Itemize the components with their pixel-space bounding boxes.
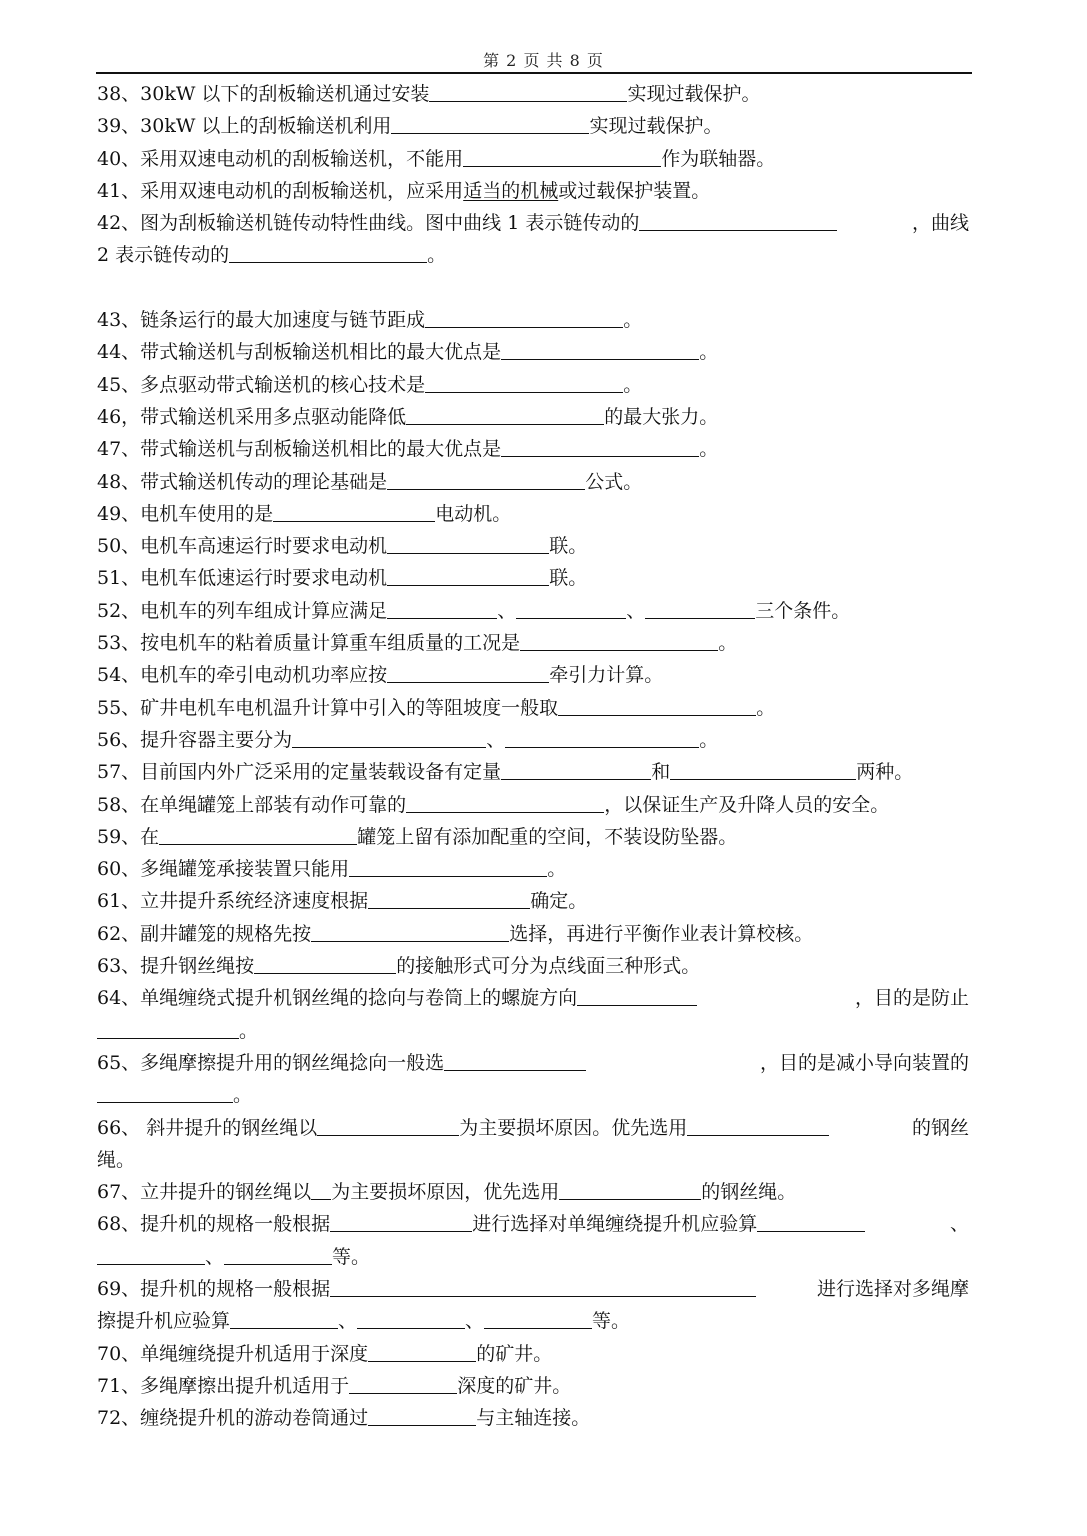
answer-blank[interactable] bbox=[349, 1373, 457, 1394]
answer-blank[interactable] bbox=[330, 1211, 472, 1232]
question-68-cont: 、 等。 bbox=[97, 1241, 969, 1273]
question-65: 65、多绳摩擦提升用的钢丝绳捻向一般选 ，目的是减小导向装置的 bbox=[97, 1051, 969, 1074]
answer-blank[interactable] bbox=[97, 1244, 205, 1265]
question-67: 67、立井提升的钢丝绳以 为主要损坏原因，优先选用 的钢丝绳。 bbox=[97, 1181, 797, 1204]
question-71: 71、多绳摩擦出提升机适用于 深度的矿井。 bbox=[97, 1374, 572, 1397]
question-72: 72、缠绕提升机的游动卷筒通过 与主轴连接。 bbox=[97, 1407, 591, 1430]
answer-blank[interactable] bbox=[97, 1082, 233, 1103]
question-47: 47、带式输送机与刮板输送机相比的最大优点是 。 bbox=[97, 438, 719, 461]
question-44: 44、带式输送机与刮板输送机相比的最大优点是 。 bbox=[97, 341, 719, 364]
question-51: 51、电机车低速运行时要求电动机 联。 bbox=[97, 567, 588, 590]
answer-blank[interactable] bbox=[349, 856, 547, 877]
question-52: 52、电机车的列车组成计算应满足 、 、 三个条件。 bbox=[97, 599, 851, 622]
question-42: 42、图为刮板输送机链传动特性曲线。图中曲线 1 表示链传动的 ，曲线 bbox=[97, 212, 969, 235]
question-65-cont: 。 bbox=[97, 1079, 969, 1111]
answer-blank[interactable] bbox=[425, 372, 623, 393]
answer-blank[interactable] bbox=[757, 1211, 865, 1232]
question-63: 63、提升钢丝绳按 的接触形式可分为点线面三种形式。 bbox=[97, 955, 701, 978]
question-41: 41、采用双速电动机的刮板输送机，应采用适当的机械或过载保护装置。 bbox=[97, 179, 711, 202]
answer-blank[interactable] bbox=[444, 1050, 586, 1071]
answer-blank[interactable] bbox=[387, 469, 585, 490]
answer-blank[interactable] bbox=[159, 824, 357, 845]
question-53: 53、按电机车的粘着质量计算重车组质量的工况是 。 bbox=[97, 632, 738, 655]
question-46: 46，带式输送机采用多点驱动能降低 的最大张力。 bbox=[97, 405, 719, 428]
question-60: 60、多绳罐笼承接装置只能用 。 bbox=[97, 858, 567, 881]
question-69: 69、提升机的规格一般根据 进行选择对多绳摩 bbox=[97, 1277, 969, 1300]
question-42-cont: 2 表示链传动的 。 bbox=[97, 244, 447, 267]
answer-blank[interactable] bbox=[387, 565, 549, 586]
answer-blank[interactable] bbox=[577, 985, 697, 1006]
answer-blank[interactable] bbox=[311, 1179, 331, 1200]
question-list bbox=[97, 78, 969, 1434]
question-58: 58、在单绳罐笼上部装有动作可靠的 ，以保证生产及升降人员的安全。 bbox=[97, 793, 890, 816]
answer-blank[interactable] bbox=[229, 242, 427, 263]
answer-blank[interactable] bbox=[501, 436, 699, 457]
question-56: 56、提升容器主要分为 、 。 bbox=[97, 728, 719, 751]
answer-blank[interactable] bbox=[273, 501, 435, 522]
answer-blank[interactable] bbox=[357, 1308, 465, 1329]
answer-blank[interactable] bbox=[330, 1276, 756, 1297]
question-59: 59、在 罐笼上留有添加配重的空间，不装设防坠器。 bbox=[97, 825, 738, 848]
answer-blank[interactable] bbox=[292, 727, 486, 748]
question-49: 49、电机车使用的是 电动机。 bbox=[97, 502, 512, 525]
question-54: 54、电机车的牵引电动机功率应按 牵引力计算。 bbox=[97, 664, 664, 687]
question-69-cont: 擦提升机应验算 、 、 等。 bbox=[97, 1310, 631, 1333]
answer-blank[interactable] bbox=[406, 792, 604, 813]
answer-blank[interactable] bbox=[97, 1018, 239, 1039]
page-header: 第 2 页 共 8 页 bbox=[483, 51, 604, 70]
answer-blank[interactable] bbox=[639, 210, 837, 231]
question-68: 68、提升机的规格一般根据 进行选择对单绳缠绕提升机应验算 、 bbox=[97, 1213, 969, 1236]
answer-blank[interactable] bbox=[558, 695, 756, 716]
question-64: 64、单绳缠绕式提升机钢丝绳的捻向与卷筒上的螺旋方向 ，目的是防止 bbox=[97, 987, 969, 1010]
answer-blank[interactable] bbox=[425, 307, 623, 328]
question-70: 70、单绳缠绕提升机适用于深度 的矿井。 bbox=[97, 1342, 553, 1365]
answer-blank[interactable] bbox=[501, 339, 699, 360]
question-45: 45、多点驱动带式输送机的核心技术是 。 bbox=[97, 373, 643, 396]
answer-blank[interactable] bbox=[368, 1341, 476, 1362]
question-62: 62、副井罐笼的规格先按 选择，再进行平衡作业表计算校核。 bbox=[97, 922, 814, 945]
question-55: 55、矿井电机车电机温升计算中引入的等阻坡度一般取 。 bbox=[97, 696, 776, 719]
answer-blank[interactable] bbox=[687, 1115, 829, 1136]
question-66-cont: 绳。 bbox=[97, 1148, 136, 1171]
answer-blank[interactable] bbox=[516, 598, 626, 619]
answer-blank[interactable] bbox=[645, 598, 755, 619]
answer-blank[interactable] bbox=[230, 1308, 338, 1329]
question-57: 57、目前国内外广泛采用的定量装载设备有定量 和 两种。 bbox=[97, 761, 914, 784]
answer-blank[interactable] bbox=[387, 598, 497, 619]
answer-blank[interactable] bbox=[670, 759, 856, 780]
answer-blank[interactable] bbox=[254, 953, 396, 974]
header-rule bbox=[96, 72, 972, 74]
answer-blank[interactable] bbox=[224, 1244, 332, 1265]
question-40: 40、采用双速电动机的刮板输送机，不能用 作为联轴器。 bbox=[97, 147, 776, 170]
question-64-cont: 。 bbox=[97, 1015, 969, 1047]
answer-blank[interactable] bbox=[387, 662, 549, 683]
answer-blank[interactable] bbox=[368, 1405, 476, 1426]
question-38: 38、30kW 以下的刮板输送机通过安装 实现过载保护。 bbox=[97, 83, 761, 105]
answer-blank[interactable] bbox=[317, 1115, 459, 1136]
answer-blank[interactable] bbox=[429, 81, 627, 102]
answer-blank[interactable] bbox=[368, 888, 530, 909]
question-48: 48、带式输送机传动的理论基础是 公式。 bbox=[97, 470, 643, 493]
question-39: 39、30kW 以上的刮板输送机利用 实现过载保护。 bbox=[97, 115, 723, 138]
answer-blank[interactable] bbox=[406, 404, 604, 425]
underlined-answer: 适当的机械 bbox=[463, 179, 559, 202]
answer-blank[interactable] bbox=[311, 921, 509, 942]
question-43: 43、链条运行的最大加速度与链节距成 。 bbox=[97, 309, 643, 332]
answer-blank[interactable] bbox=[391, 113, 589, 134]
answer-blank[interactable] bbox=[501, 759, 651, 780]
answer-blank[interactable] bbox=[559, 1179, 701, 1200]
answer-blank[interactable] bbox=[463, 146, 661, 167]
question-50: 50、电机车高速运行时要求电动机 联。 bbox=[97, 535, 588, 558]
answer-blank[interactable] bbox=[387, 533, 549, 554]
figure-gap bbox=[97, 272, 969, 304]
answer-blank[interactable] bbox=[505, 727, 699, 748]
answer-blank[interactable] bbox=[484, 1308, 592, 1329]
question-61: 61、立井提升系统经济速度根据 确定。 bbox=[97, 890, 588, 913]
answer-blank[interactable] bbox=[520, 630, 718, 651]
question-66: 66、 斜井提升的钢丝绳以 为主要损坏原因。优先选用 的钢丝 bbox=[97, 1116, 969, 1139]
